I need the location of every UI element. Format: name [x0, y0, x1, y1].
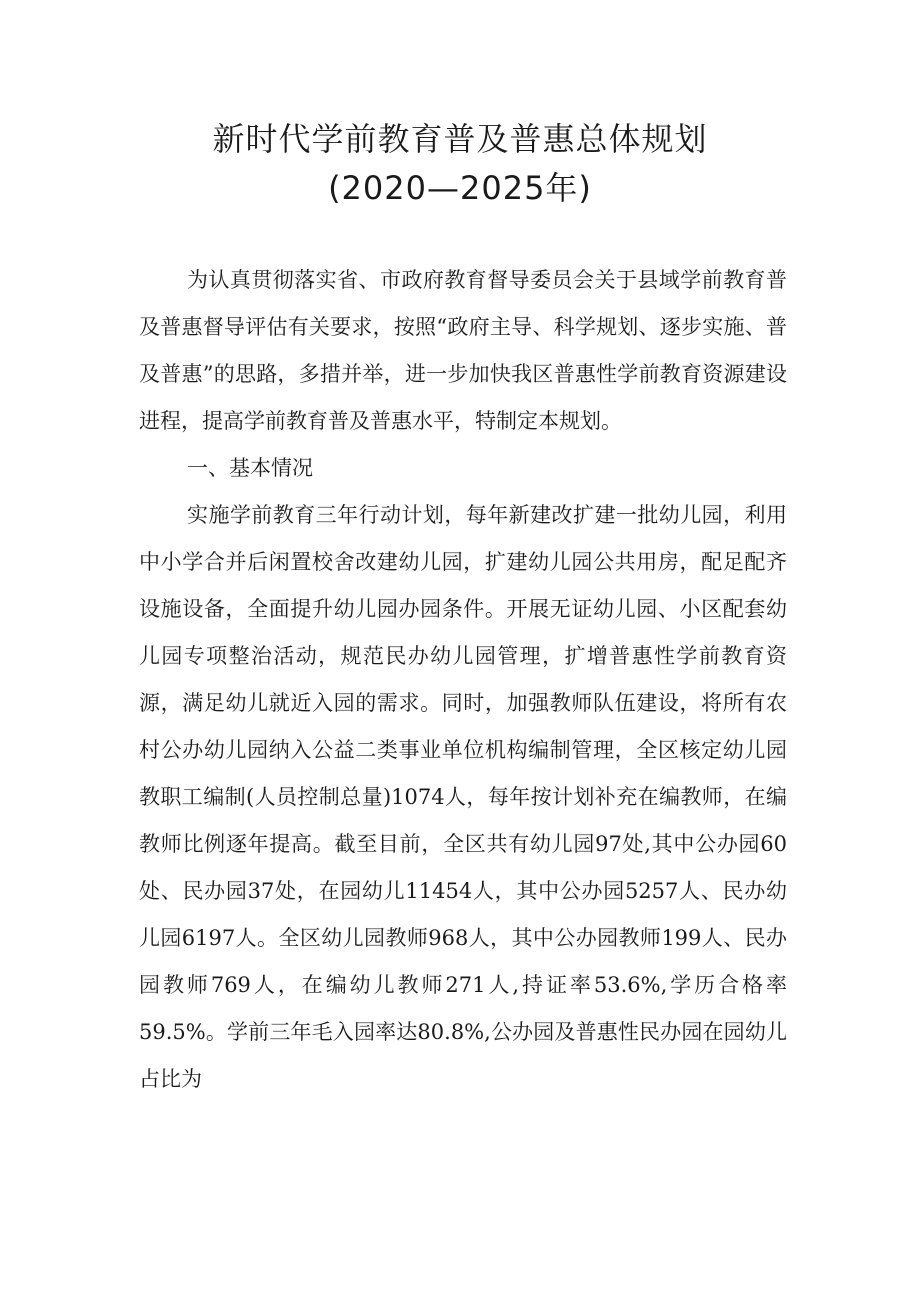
document-title: 新时代学前教育普及普惠总体规划: [212, 120, 708, 158]
document-subtitle-years: (2020—2025年): [328, 169, 592, 207]
basic-situation-paragraph: 实施学前教育三年行动计划，每年新建改扩建一批幼儿园，利用中小学合并后闲置校舍改建幼儿园，扩建幼儿园公共用房，配足配齐设施设备，全面提升幼儿园办园条件。开展无证幼儿园、小区配套幼儿园专项整治活动，规范民办幼儿园管理，扩增普惠性学前教育资源，满足幼儿就近入园的需求。同时，加强教师队伍建设，将所有农村公办幼儿园纳入公益二类事业单位机构编制管理，全区核定幼儿园教职工编制(人员控制总量)1074人，每年按计划补充在编教师，在编教师比例逐年提高。截至目前，全区共有幼儿园97处,其中公办园60处、民办园37处，在园幼儿11454人，其中公办园5257人、民办幼儿园6197人。全区幼儿园教师968人，其中公办园教师199人、民办园教师769人，在编幼儿教师271人,持证率53.6%,学历合格率59.5%。学前三年毛入园率达80.8%,公办园及普惠性民办园在园幼儿占比为: [139, 503, 787, 1091]
section-heading-basic-situation: 一、基本情况: [187, 456, 313, 480]
document-body: [139, 257, 787, 1103]
intro-paragraph: 为认真贯彻落实省、市政府教育督导委员会关于县域学前教育普及普惠督导评估有关要求，按照“政府主导、科学规划、逐步实施、普及普惠”的思路，多措并举，进一步加快我区普惠性学前教育资源建设进程，提高学前教育普及普惠水平，特制定本规划。: [139, 268, 787, 433]
